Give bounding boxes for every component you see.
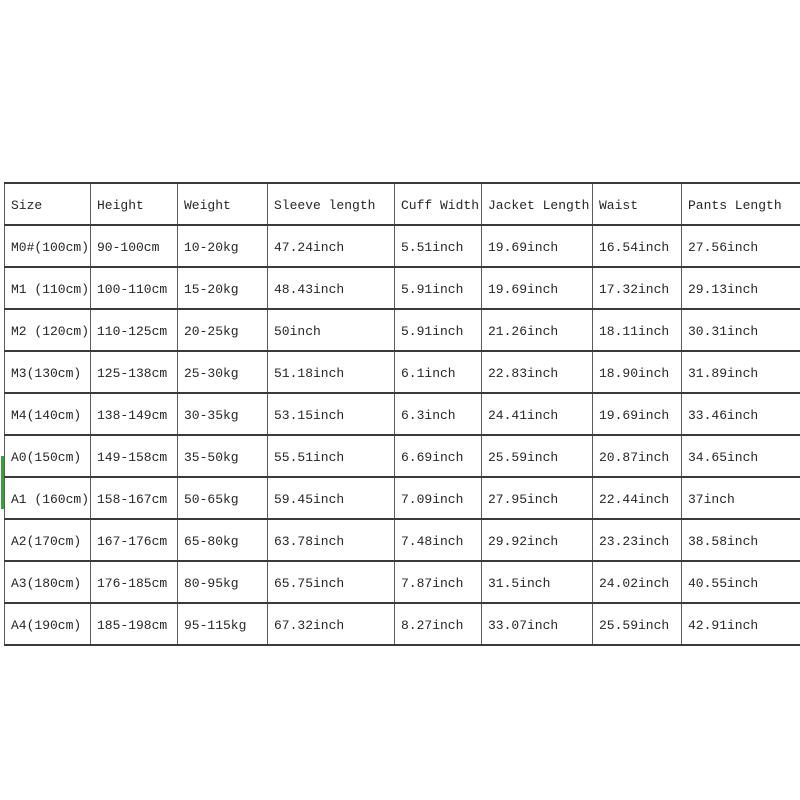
table-row bbox=[5, 309, 800, 351]
height-cell: 176-185cm bbox=[91, 561, 178, 603]
table-row bbox=[5, 603, 800, 645]
weight-cell: 15-20kg bbox=[178, 267, 268, 309]
column-header-waist: Waist bbox=[593, 183, 682, 225]
pants-length-cell: 37inch bbox=[682, 477, 800, 519]
sleeve-length-cell: 63.78inch bbox=[268, 519, 395, 561]
pants-length-cell: 40.55inch bbox=[682, 561, 800, 603]
table-row-highlighted bbox=[5, 477, 800, 519]
waist-cell: 18.90inch bbox=[593, 351, 682, 393]
jacket-length-cell: 22.83inch bbox=[482, 351, 593, 393]
size-cell: A1 (160cm) bbox=[5, 477, 91, 519]
pants-length-cell: 27.56inch bbox=[682, 225, 800, 267]
waist-cell: 16.54inch bbox=[593, 225, 682, 267]
pants-length-cell: 33.46inch bbox=[682, 393, 800, 435]
weight-cell: 50-65kg bbox=[178, 477, 268, 519]
jacket-length-cell: 25.59inch bbox=[482, 435, 593, 477]
cuff-width-cell: 6.3inch bbox=[395, 393, 482, 435]
waist-cell: 17.32inch bbox=[593, 267, 682, 309]
sleeve-length-cell: 53.15inch bbox=[268, 393, 395, 435]
jacket-length-cell: 21.26inch bbox=[482, 309, 593, 351]
table-row bbox=[5, 435, 800, 477]
height-cell: 185-198cm bbox=[91, 603, 178, 645]
sleeve-length-cell: 65.75inch bbox=[268, 561, 395, 603]
jacket-length-cell: 33.07inch bbox=[482, 603, 593, 645]
size-cell: M3(130cm) bbox=[5, 351, 91, 393]
size-cell: M4(140cm) bbox=[5, 393, 91, 435]
waist-cell: 24.02inch bbox=[593, 561, 682, 603]
weight-cell: 10-20kg bbox=[178, 225, 268, 267]
sleeve-length-cell: 59.45inch bbox=[268, 477, 395, 519]
pants-length-cell: 31.89inch bbox=[682, 351, 800, 393]
jacket-length-cell: 24.41inch bbox=[482, 393, 593, 435]
jacket-length-cell: 29.92inch bbox=[482, 519, 593, 561]
waist-cell: 25.59inch bbox=[593, 603, 682, 645]
waist-cell: 22.44inch bbox=[593, 477, 682, 519]
cuff-width-cell: 7.87inch bbox=[395, 561, 482, 603]
waist-cell: 20.87inch bbox=[593, 435, 682, 477]
pants-length-cell: 30.31inch bbox=[682, 309, 800, 351]
row-highlight-stripe bbox=[1, 456, 4, 509]
size-cell: A3(180cm) bbox=[5, 561, 91, 603]
column-header-sleeve-length: Sleeve length bbox=[268, 183, 395, 225]
table-row bbox=[5, 519, 800, 561]
cuff-width-cell: 6.69inch bbox=[395, 435, 482, 477]
sleeve-length-cell: 48.43inch bbox=[268, 267, 395, 309]
sleeve-length-cell: 67.32inch bbox=[268, 603, 395, 645]
cuff-width-cell: 7.48inch bbox=[395, 519, 482, 561]
table-row bbox=[5, 267, 800, 309]
jacket-length-cell: 31.5inch bbox=[482, 561, 593, 603]
table-row bbox=[5, 225, 800, 267]
column-header-size: Size bbox=[5, 183, 91, 225]
size-cell: M1 (110cm) bbox=[5, 267, 91, 309]
header-row bbox=[5, 183, 800, 225]
height-cell: 110-125cm bbox=[91, 309, 178, 351]
cuff-width-cell: 5.51inch bbox=[395, 225, 482, 267]
size-cell: A0(150cm) bbox=[5, 435, 91, 477]
weight-cell: 35-50kg bbox=[178, 435, 268, 477]
jacket-length-cell: 19.69inch bbox=[482, 225, 593, 267]
jacket-length-cell: 27.95inch bbox=[482, 477, 593, 519]
waist-cell: 23.23inch bbox=[593, 519, 682, 561]
pants-length-cell: 42.91inch bbox=[682, 603, 800, 645]
jacket-length-cell: 19.69inch bbox=[482, 267, 593, 309]
column-header-height: Height bbox=[91, 183, 178, 225]
table-row bbox=[5, 351, 800, 393]
sleeve-length-cell: 47.24inch bbox=[268, 225, 395, 267]
size-chart-table bbox=[4, 182, 800, 646]
waist-cell: 18.11inch bbox=[593, 309, 682, 351]
weight-cell: 65-80kg bbox=[178, 519, 268, 561]
weight-cell: 95-115kg bbox=[178, 603, 268, 645]
height-cell: 125-138cm bbox=[91, 351, 178, 393]
weight-cell: 20-25kg bbox=[178, 309, 268, 351]
height-cell: 90-100cm bbox=[91, 225, 178, 267]
column-header-pants-length: Pants Length bbox=[682, 183, 800, 225]
pants-length-cell: 34.65inch bbox=[682, 435, 800, 477]
table-row bbox=[5, 561, 800, 603]
weight-cell: 25-30kg bbox=[178, 351, 268, 393]
size-cell: A4(190cm) bbox=[5, 603, 91, 645]
weight-cell: 80-95kg bbox=[178, 561, 268, 603]
sleeve-length-cell: 55.51inch bbox=[268, 435, 395, 477]
height-cell: 158-167cm bbox=[91, 477, 178, 519]
height-cell: 167-176cm bbox=[91, 519, 178, 561]
height-cell: 100-110cm bbox=[91, 267, 178, 309]
pants-length-cell: 29.13inch bbox=[682, 267, 800, 309]
cuff-width-cell: 6.1inch bbox=[395, 351, 482, 393]
column-header-cuff-width: Cuff Width bbox=[395, 183, 482, 225]
size-cell: M2 (120cm) bbox=[5, 309, 91, 351]
weight-cell: 30-35kg bbox=[178, 393, 268, 435]
table-row bbox=[5, 393, 800, 435]
column-header-jacket-length: Jacket Length bbox=[482, 183, 593, 225]
height-cell: 138-149cm bbox=[91, 393, 178, 435]
height-cell: 149-158cm bbox=[91, 435, 178, 477]
sleeve-length-cell: 50inch bbox=[268, 309, 395, 351]
size-cell: M0#(100cm) bbox=[5, 225, 91, 267]
size-cell: A2(170cm) bbox=[5, 519, 91, 561]
cuff-width-cell: 5.91inch bbox=[395, 267, 482, 309]
cuff-width-cell: 5.91inch bbox=[395, 309, 482, 351]
column-header-weight: Weight bbox=[178, 183, 268, 225]
cuff-width-cell: 8.27inch bbox=[395, 603, 482, 645]
sleeve-length-cell: 51.18inch bbox=[268, 351, 395, 393]
waist-cell: 19.69inch bbox=[593, 393, 682, 435]
cuff-width-cell: 7.09inch bbox=[395, 477, 482, 519]
pants-length-cell: 38.58inch bbox=[682, 519, 800, 561]
